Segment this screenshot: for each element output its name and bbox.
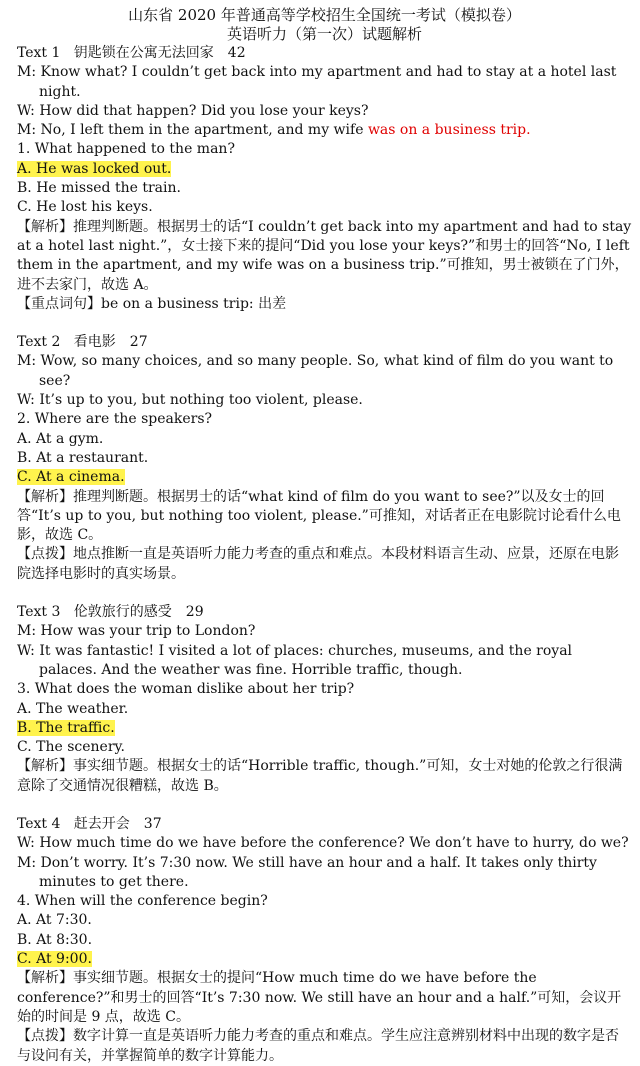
dialogue-line — [17, 622, 632, 641]
dialogue-line — [17, 352, 632, 391]
answer-option: C. At a cinema. — [17, 469, 125, 486]
analysis-note — [17, 488, 632, 546]
option-text: C. He lost his keys. — [17, 199, 153, 216]
note-tag: 【重点词句】 — [17, 295, 101, 312]
option-line — [17, 719, 632, 738]
dialogue-text: It’s up to you, but nothing too violent, please. — [39, 392, 363, 409]
option-text: A. The weather. — [17, 700, 129, 717]
dialogue-line — [17, 642, 632, 681]
section-header — [17, 44, 632, 63]
analysis-note — [17, 295, 632, 314]
dialogue-text-end: . — [526, 122, 531, 139]
section-header — [17, 815, 632, 834]
option-text: B. At 8:30. — [17, 931, 93, 948]
dialogue-text: No, I left them in the apartment, and my wife — [40, 122, 368, 139]
dialogue-text: It was fantastic! I visited a lot of places: churches, museums, and the royal palaces. And the weather was fine. Horrible traffic, though. — [39, 642, 573, 678]
note-text: 地点推断一直是英语听力能力考查的重点和难点。本段材料语言生动、应景，还原在电影院选择电影时的真实场景。 — [17, 546, 619, 582]
option-line — [17, 950, 632, 969]
section-spacer — [17, 584, 632, 603]
option-line — [17, 931, 632, 950]
option-line — [17, 179, 632, 198]
speaker-label: M: — [17, 122, 37, 139]
section-title: 赶去开会 — [73, 815, 130, 832]
note-text: be on a business trip: 出差 — [101, 295, 287, 312]
analysis-note — [17, 1027, 632, 1066]
option-text: B. He missed the train. — [17, 180, 181, 197]
dialogue-line — [17, 391, 632, 410]
option-line — [17, 468, 632, 487]
dialogue-line — [17, 854, 632, 893]
note-tag: 【解析】 — [17, 218, 73, 235]
dialogue-text: Know what? I couldn’t get back into my apartment and had to stay at a hotel last night. — [39, 64, 617, 100]
sections-container — [17, 44, 632, 1066]
speaker-label: W: — [17, 102, 35, 119]
section-title: 伦敦旅行的感受 — [73, 604, 172, 621]
option-text: B. At a restaurant. — [17, 449, 149, 466]
analysis-note — [17, 545, 632, 584]
answer-option: A. He was locked out. — [17, 160, 172, 177]
section-label: Text 1 — [17, 45, 61, 61]
option-text: A. At a gym. — [17, 430, 104, 447]
speaker-label: M: — [17, 854, 37, 871]
analysis-note — [17, 757, 632, 796]
answer-option: C. At 9:00. — [17, 951, 92, 968]
note-tag: 【解析】 — [17, 970, 73, 987]
section-number: 37 — [143, 815, 162, 832]
question: 4. When will the conference begin? — [17, 893, 268, 910]
note-tag: 【点拨】 — [17, 546, 73, 563]
note-text: 事实细节题。根据女士的话“Horrible traffic, though.”可知，女士对她的伦敦之行很满意除了交通情况很糟糕，故选 B。 — [17, 758, 623, 794]
text-section — [17, 584, 632, 796]
dialogue-line — [17, 121, 632, 140]
option-line — [17, 198, 632, 217]
note-tag: 【点拨】 — [17, 1028, 73, 1045]
section-number: 29 — [185, 604, 204, 621]
section-title: 钥匙锁在公寓无法回家 — [73, 45, 214, 61]
section-number: 42 — [227, 45, 246, 61]
analysis-note — [17, 218, 632, 295]
dialogue-text: How much time do we have before the conference? We don’t have to hurry, do we? — [39, 835, 629, 852]
text-section — [17, 796, 632, 1066]
note-text: 推理判断题。根据男士的话“what kind of film do you want to see?”以及女士的回答“It’s up to you, but nothing too violent, please.”可推知，对话者正在电影院讨论看什么电影，故选 C。 — [17, 488, 621, 544]
option-line — [17, 430, 632, 449]
doc-title-line1: 山东省 2020 年普通高等学校招生全国统一考试（模拟卷） — [128, 6, 521, 24]
speaker-label: W: — [17, 392, 35, 409]
question: 3. What does the woman dislike about her trip? — [17, 681, 355, 698]
note-tag: 【解析】 — [17, 488, 73, 505]
answer-option: B. The traffic. — [17, 719, 115, 736]
speaker-label: M: — [17, 353, 37, 370]
option-text: A. At 7:30. — [17, 912, 92, 929]
dialogue-text: Wow, so many choices, and so many people. So, what kind of film do you want to see? — [39, 353, 614, 389]
emphasis-phrase: was on a business trip — [367, 122, 527, 139]
question: 2. Where are the speakers? — [17, 411, 213, 428]
note-text: 数字计算一直是英语听力能力考查的重点和难点。学生应注意辨别材料中出现的数字是否与设问有关，并掌握简单的数字计算能力。 — [17, 1028, 619, 1064]
question: 1. What happened to the man? — [17, 141, 235, 158]
dialogue-line — [17, 102, 632, 121]
analysis-note — [17, 969, 632, 1027]
section-spacer — [17, 796, 632, 815]
dialogue-text: How was your trip to London? — [40, 623, 256, 640]
option-line — [17, 449, 632, 468]
text-section — [17, 44, 632, 314]
text-section — [17, 314, 632, 584]
option-line — [17, 911, 632, 930]
note-text: 事实细节题。根据女士的提问“How much time do we have before the conference?”和男士的回答“It’s 7:30 now. We still have an hour and a half.”可知，会议开始的时间是 9 点，故选 C。 — [17, 970, 622, 1025]
dialogue-line — [17, 63, 632, 102]
section-label: Text 3 — [17, 604, 61, 621]
section-label: Text 4 — [17, 815, 61, 832]
section-label: Text 2 — [17, 334, 61, 351]
note-tag: 【解析】 — [17, 758, 73, 775]
section-number: 27 — [129, 334, 148, 351]
section-header — [17, 333, 632, 352]
section-header — [17, 603, 632, 622]
option-line — [17, 700, 632, 719]
section-title: 看电影 — [73, 334, 116, 351]
speaker-label: M: — [17, 64, 37, 81]
speaker-label: W: — [17, 642, 35, 659]
section-spacer — [17, 314, 632, 333]
doc-title-line2: 英语听力（第一次）试题解析 — [226, 25, 422, 43]
speaker-label: M: — [17, 623, 37, 640]
dialogue-text: How did that happen? Did you lose your keys? — [39, 102, 369, 119]
speaker-label: W: — [17, 835, 35, 852]
note-text: 推理判断题。根据男士的话“I couldn’t get back into my apartment and had to stay at a hotel last night.”，女士接下来的提问“Did you lose your keys?”和男士的回答“No, I left them in the apartment, and my wife was on a business trip.”可推知，男士被锁在了门外，进不去家门，故选 A。 — [17, 218, 632, 293]
option-text: C. The scenery. — [17, 739, 126, 756]
option-line — [17, 738, 632, 757]
option-line — [17, 160, 632, 179]
dialogue-text: Don’t worry. It’s 7:30 now. We still have an hour and a half. It takes only thirty minutes to get there. — [39, 854, 597, 890]
dialogue-line — [17, 834, 632, 853]
